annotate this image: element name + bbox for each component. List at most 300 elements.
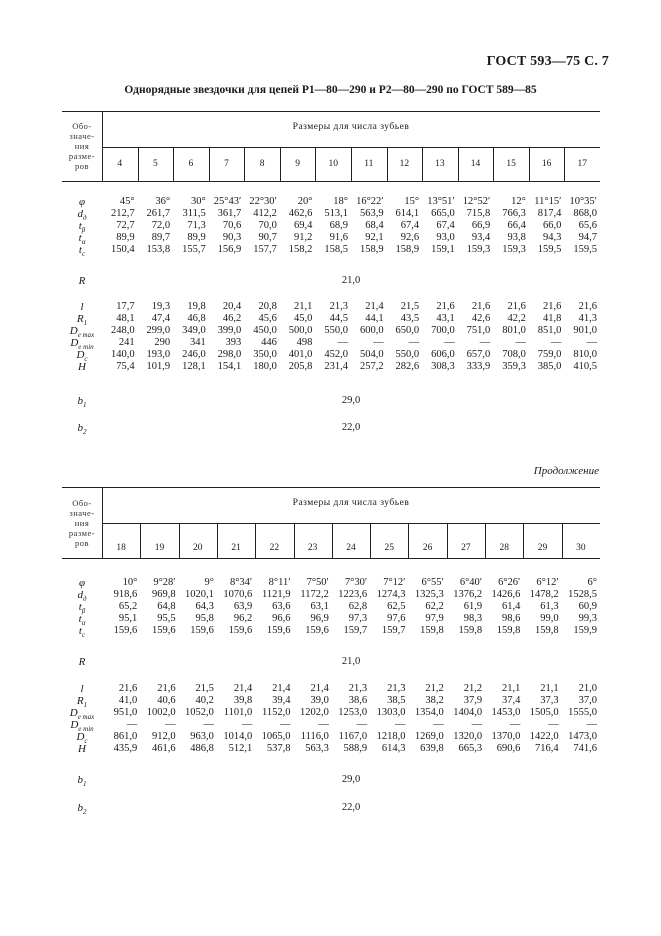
b1-row-value: 29,0 — [341, 774, 361, 785]
table-cell: 42,2 — [507, 313, 526, 324]
b1-row-value: 29,0 — [341, 395, 361, 406]
table-cell: 159,5 — [573, 244, 597, 255]
table-cell: 37,4 — [501, 695, 521, 706]
table-cell: 1473,0 — [568, 731, 597, 742]
table-cell: 41,8 — [543, 313, 562, 324]
row-label: $t_\beta$ — [78, 601, 86, 616]
table-cell: 159,3 — [466, 244, 491, 255]
table-cell: 1223,6 — [338, 589, 368, 600]
table-cell: 21,2 — [425, 683, 444, 694]
designation-header-line: значе- — [69, 508, 95, 518]
table-cell: 75,4 — [116, 361, 135, 372]
table-cell: 10° — [122, 577, 138, 588]
table-cell: 13°51′ — [427, 196, 455, 207]
table-cell: 95,1 — [118, 613, 138, 624]
row-label: φ — [78, 577, 86, 589]
table-cell: 94,3 — [543, 232, 562, 243]
table-cell: 95,8 — [195, 613, 214, 624]
table-cell: 63,1 — [310, 601, 329, 612]
table-cell: 159,8 — [496, 625, 521, 636]
table-cell: 92,1 — [365, 232, 384, 243]
row-label: $t_c$ — [78, 625, 86, 640]
row-label: $D_c$ — [76, 349, 88, 364]
designation-header-line: разме- — [68, 151, 96, 161]
designation-header-line: ния — [74, 141, 90, 151]
table-cell: 21,3 — [387, 683, 406, 694]
table-cell: 1422,0 — [529, 731, 559, 742]
table-cell: 912,0 — [151, 731, 176, 742]
table-cell: 155,7 — [182, 244, 206, 255]
teeth-count-header: 17 — [577, 159, 587, 169]
table-cell: 393 — [225, 337, 242, 348]
row-label: l — [80, 683, 84, 695]
table-cell: 66,9 — [471, 220, 491, 231]
teeth-count-header: 7 — [224, 159, 229, 169]
table-cell: 261,7 — [146, 208, 171, 219]
table-cell: 92,6 — [400, 232, 420, 243]
table-cell: — — [444, 337, 455, 348]
teeth-count-header: 4 — [117, 159, 123, 169]
table-cell: 97,6 — [387, 613, 406, 624]
table-cell: 341 — [189, 337, 206, 348]
table-cell: — — [586, 337, 597, 348]
table-cell: 21,3 — [329, 301, 348, 312]
table-cell: 311,5 — [182, 208, 206, 219]
teeth-count-header: 25 — [384, 543, 395, 553]
table-cell: 39,0 — [310, 695, 329, 706]
table-cell: 90,7 — [258, 232, 277, 243]
table-cell: 412,2 — [253, 208, 277, 219]
table-cell: 918,6 — [113, 589, 138, 600]
table-cell: 308,3 — [431, 361, 455, 372]
table-cell: 817,4 — [537, 208, 562, 219]
table-cell: 36° — [155, 196, 171, 207]
table-cell: 69,4 — [294, 220, 313, 231]
table-cell: 158,2 — [288, 244, 313, 255]
table-cell: 1528,5 — [568, 589, 597, 600]
table-cell: 1172,2 — [300, 589, 329, 600]
table-cell: 94,7 — [578, 232, 597, 243]
table-cell: — — [471, 719, 483, 730]
table-cell: 8°34′ — [229, 577, 253, 588]
table-cell: 6° — [587, 577, 597, 588]
table-cell: 1065,0 — [261, 731, 291, 742]
table-cell: 40,2 — [195, 695, 214, 706]
table-cell: 21,4 — [233, 683, 253, 694]
row-label: $t_\beta$ — [78, 220, 86, 235]
table-cell: 159,6 — [190, 625, 214, 636]
table-cell: 20° — [297, 196, 313, 207]
teeth-count-header: 5 — [152, 159, 158, 169]
table-cell: 68,4 — [365, 220, 384, 231]
table-cell: 504,0 — [359, 349, 384, 360]
row-label: l — [80, 301, 84, 313]
table-cell: 1320,0 — [453, 731, 483, 742]
designation-header-line: ния — [74, 518, 90, 528]
table-cell: 6°40′ — [459, 577, 483, 588]
table-cell: 159,6 — [266, 625, 291, 636]
table-cell: 951,0 — [113, 707, 138, 718]
table-cell: 1116,0 — [300, 731, 329, 742]
table-cell: 6°26′ — [498, 577, 521, 588]
table-cell: — — [509, 719, 521, 730]
table-cell: 751,0 — [466, 325, 491, 336]
R-row-label: R — [78, 656, 86, 668]
table-cell: 550,0 — [324, 325, 348, 336]
table-cell: 9°28′ — [153, 577, 176, 588]
table-cell: 96,9 — [310, 613, 329, 624]
table-cell: 6°55′ — [421, 577, 444, 588]
table-cell: 64,3 — [195, 601, 214, 612]
table-cell: 8°11′ — [268, 577, 291, 588]
table-cell: — — [126, 719, 138, 730]
table-cell: 39,8 — [233, 695, 253, 706]
table-cell: 62,5 — [387, 601, 406, 612]
table-cell: 89,9 — [116, 232, 135, 243]
teeth-count-header: 29 — [537, 543, 548, 553]
teeth-count-header: 11 — [364, 159, 374, 169]
table-cell: 563,3 — [305, 743, 329, 754]
table-cell: 1426,6 — [491, 589, 521, 600]
table-cell: 1404,0 — [453, 707, 483, 718]
table-cell: 1354,0 — [414, 707, 444, 718]
table-cell: 46,2 — [222, 313, 242, 324]
table-cell: 89,9 — [187, 232, 206, 243]
table-cell: 257,2 — [359, 361, 384, 372]
table-cell: 401,0 — [288, 349, 313, 360]
table-cell: 157,7 — [253, 244, 277, 255]
table-cell: 40,6 — [157, 695, 176, 706]
table-cell: 20,8 — [258, 301, 277, 312]
table-cell: 159,5 — [537, 244, 562, 255]
table-cell: 452,0 — [324, 349, 348, 360]
table-cell: 19,8 — [187, 301, 206, 312]
table-cell: — — [241, 719, 253, 730]
table-cell: 154,1 — [217, 361, 242, 372]
table-cell: 639,8 — [420, 743, 444, 754]
table-cell: 868,0 — [573, 208, 597, 219]
table-cell: 665,0 — [431, 208, 455, 219]
table-cell: 1121,9 — [262, 589, 291, 600]
table-cell: 1453,0 — [491, 707, 521, 718]
table-cell: 588,9 — [343, 743, 368, 754]
table-cell: 159,8 — [535, 625, 559, 636]
table-cell: 41,0 — [118, 695, 138, 706]
table-cell: 93,4 — [471, 232, 491, 243]
table-cell: 759,0 — [537, 349, 562, 360]
table-cell: 15° — [404, 196, 420, 207]
table-cell: 901,0 — [573, 325, 597, 336]
table-cell: — — [356, 719, 368, 730]
teeth-count-header: 27 — [461, 543, 471, 553]
row-label: φ — [78, 196, 86, 208]
table-cell: 486,8 — [190, 743, 214, 754]
table-cell: 21,6 — [118, 683, 138, 694]
table-cell: 657,0 — [466, 349, 491, 360]
b2-row-value: 22,0 — [341, 802, 361, 813]
row-label: H — [78, 743, 86, 755]
row-label: $t_\alpha$ — [78, 613, 86, 628]
table-cell: 30° — [191, 196, 206, 207]
table-cell: 43,5 — [400, 313, 420, 324]
table-cell: 16°22′ — [356, 196, 384, 207]
designation-header-line: Обо- — [72, 498, 92, 508]
table-cell: 22°30′ — [249, 196, 277, 207]
row-label: $t_c$ — [78, 244, 86, 259]
table-cell: 1020,1 — [185, 589, 214, 600]
table-cell: 42,6 — [471, 313, 491, 324]
table-cell: 17,7 — [116, 301, 135, 312]
table-cell: 1052,0 — [185, 707, 214, 718]
table-cell: 21,5 — [400, 301, 420, 312]
table-cell: 349,0 — [182, 325, 206, 336]
table-cell: 1555,0 — [568, 707, 597, 718]
table-cell: 1269,0 — [414, 731, 444, 742]
table-cell: 708,0 — [502, 349, 526, 360]
table-cell: 21,4 — [310, 683, 329, 694]
table-cell: 38,5 — [387, 695, 406, 706]
teeth-count-header: 15 — [506, 159, 516, 169]
table-cell: 650,0 — [395, 325, 420, 336]
table-cell: 563,9 — [359, 208, 384, 219]
teeth-count-header: 24 — [346, 543, 356, 553]
table-cell: 11°15′ — [534, 196, 562, 207]
table-cell: — — [433, 719, 444, 730]
table-cell: 62,2 — [425, 601, 444, 612]
table-cell: 1202,0 — [299, 707, 329, 718]
table-cell: 7°30′ — [344, 577, 368, 588]
table-cell: 67,4 — [436, 220, 455, 231]
table-cell: — — [203, 719, 214, 730]
table-cell: 98,6 — [501, 613, 521, 624]
table-cell: 21,4 — [365, 301, 384, 312]
table-cell: 1505,0 — [529, 707, 559, 718]
teeth-count-header: 20 — [193, 543, 203, 553]
table-cell: 18° — [333, 196, 348, 207]
table-cell: 801,0 — [502, 325, 526, 336]
table-cell: 61,9 — [463, 601, 483, 612]
table-cell: 150,4 — [110, 244, 135, 255]
row-label: $R_1$ — [76, 313, 88, 328]
table-cell: 1218,0 — [376, 731, 406, 742]
table-cell: 282,6 — [395, 361, 420, 372]
table-cell: 65,2 — [118, 601, 138, 612]
page-header: ГОСТ 593—75 С. 7 — [486, 54, 609, 69]
table-cell: — — [394, 719, 406, 730]
table-cell: 19,3 — [151, 301, 171, 312]
teeth-count-header: 9 — [295, 159, 300, 169]
table-cell: 21,1 — [501, 683, 521, 694]
teeth-count-header: 8 — [259, 159, 265, 169]
table-cell: 359,3 — [502, 361, 526, 372]
teeth-count-header: 14 — [470, 159, 481, 169]
teeth-count-header: 10 — [328, 159, 338, 169]
table-cell: 21,6 — [157, 683, 176, 694]
table-cell: 361,7 — [217, 208, 242, 219]
table-cell: 21,1 — [294, 301, 313, 312]
continuation-label: Продолжение — [533, 465, 599, 477]
table-cell: 963,0 — [190, 731, 214, 742]
sprocket-table-2 — [62, 487, 600, 817]
table-cell: 716,4 — [535, 743, 559, 754]
table-cell: 606,0 — [431, 349, 455, 360]
row-label: $d_д$ — [77, 589, 87, 604]
table-cell: 21,3 — [348, 683, 368, 694]
table-cell: 498 — [296, 337, 313, 348]
table-cell: 63,9 — [233, 601, 253, 612]
table-cell: 1070,6 — [223, 589, 253, 600]
table-cell: 71,3 — [187, 220, 206, 231]
table-cell: 68,9 — [329, 220, 348, 231]
table-cell: 248,0 — [110, 325, 135, 336]
table-cell: 614,3 — [381, 743, 406, 754]
table-cell: 158,9 — [359, 244, 384, 255]
table-cell: 159,6 — [305, 625, 329, 636]
table-cell: 7°50′ — [306, 577, 329, 588]
row-label: $d_д$ — [77, 208, 87, 223]
table-cell: 140,0 — [110, 349, 135, 360]
table-cell: 21,6 — [471, 301, 491, 312]
table-cell: 101,9 — [146, 361, 171, 372]
b1-row-label: $b_1$ — [77, 774, 87, 789]
designation-header-line: разме- — [68, 528, 96, 538]
table-cell: 65,6 — [578, 220, 597, 231]
table-cell: 9° — [204, 577, 214, 588]
table-cell: 969,8 — [151, 589, 176, 600]
table-cell: 810,0 — [573, 349, 597, 360]
row-label: $D_{e min}$ — [70, 719, 94, 734]
table-cell: 72,0 — [151, 220, 171, 231]
table-cell: 41,3 — [578, 313, 597, 324]
table-cell: 1370,0 — [491, 731, 521, 742]
table-cell: 21,1 — [540, 683, 559, 694]
table-cell: 66,0 — [543, 220, 562, 231]
table-cell: 212,7 — [110, 208, 135, 219]
table-cell: 37,9 — [463, 695, 483, 706]
table-cell: 97,9 — [425, 613, 444, 624]
table-cell: 512,1 — [228, 743, 253, 754]
table-cell: 95,5 — [157, 613, 176, 624]
row-label: $t_\alpha$ — [78, 232, 86, 247]
table-cell: 462,6 — [288, 208, 313, 219]
table-cell: 38,2 — [425, 695, 444, 706]
table-cell: 99,0 — [540, 613, 559, 624]
table-cell: 385,0 — [537, 361, 562, 372]
table-cell: 159,6 — [228, 625, 253, 636]
table-cell: 298,0 — [217, 349, 242, 360]
table-cell: 45,6 — [258, 313, 277, 324]
table-cell: 45,0 — [294, 313, 313, 324]
table-cell: 246,0 — [182, 349, 206, 360]
table-cell: 64,8 — [157, 601, 176, 612]
table-cell: 43,1 — [436, 313, 455, 324]
table-cell: 153,8 — [146, 244, 171, 255]
R-row-value: 21,0 — [341, 656, 361, 667]
b2-row-label: $b_2$ — [77, 802, 87, 817]
table-cell: — — [550, 337, 562, 348]
b2-row-label: $b_2$ — [77, 422, 87, 437]
table-cell: 93,8 — [507, 232, 526, 243]
table-cell: 48,1 — [116, 313, 135, 324]
table-top-rule — [62, 487, 600, 488]
row-label: $D_{e min}$ — [70, 337, 94, 352]
table-top-rule — [62, 111, 600, 112]
table-cell: 6°12′ — [536, 577, 559, 588]
table-cell: — — [408, 337, 420, 348]
table-cell: 159,7 — [343, 625, 368, 636]
table-cell: 159,9 — [573, 625, 597, 636]
table-cell: 61,3 — [540, 601, 559, 612]
table-cell: — — [586, 719, 597, 730]
table-cell: 46,8 — [187, 313, 206, 324]
table-cell: 550,0 — [395, 349, 420, 360]
table-cell: — — [515, 337, 526, 348]
table-cell: 93,0 — [436, 232, 455, 243]
teeth-count-header: 12 — [399, 159, 410, 169]
table-cell: 193,0 — [146, 349, 171, 360]
table-cell: 25°43′ — [213, 196, 242, 207]
table-cell: 21,6 — [436, 301, 455, 312]
table-cell: 45° — [119, 196, 135, 207]
table-cell: 741,6 — [573, 743, 597, 754]
table-cell: 98,3 — [463, 613, 483, 624]
table-cell: 10°35′ — [569, 196, 597, 207]
row-label: $R_1$ — [76, 695, 88, 710]
table-cell: 333,9 — [466, 361, 491, 372]
designation-header-line: Обо- — [72, 121, 92, 131]
table-cell: 70,6 — [222, 220, 242, 231]
table-cell: — — [373, 337, 384, 348]
designation-header-line: ров — [74, 538, 89, 548]
header-bottom-rule — [62, 558, 600, 559]
table-cell: 665,3 — [458, 743, 483, 754]
table-cell: — — [337, 337, 348, 348]
table-cell: 63,6 — [272, 601, 291, 612]
table-cell: 158,9 — [395, 244, 420, 255]
table-cell: 21,6 — [578, 301, 597, 312]
b1-row-label: $b_1$ — [77, 395, 87, 410]
designation-header-line: ров — [74, 161, 89, 171]
table-cell: 21,6 — [543, 301, 562, 312]
table-cell: 537,8 — [266, 743, 291, 754]
table-cell: 39,4 — [272, 695, 291, 706]
table-cell: 128,1 — [182, 361, 206, 372]
table-cell: 20,4 — [222, 301, 242, 312]
teeth-count-header: 30 — [576, 543, 586, 553]
header-bottom-rule — [62, 181, 600, 182]
teeth-count-header: 6 — [188, 159, 194, 169]
table-cell: 12° — [511, 196, 526, 207]
table-cell: 1002,0 — [146, 707, 176, 718]
table-cell: 70,0 — [258, 220, 277, 231]
b2-row-value: 22,0 — [341, 422, 361, 433]
table-cell: 12°52′ — [462, 196, 491, 207]
table-cell: 766,3 — [502, 208, 526, 219]
table-cell: 159,8 — [458, 625, 483, 636]
table-cell: 1478,2 — [529, 589, 559, 600]
teeth-count-header: 26 — [422, 543, 433, 553]
table-cell: 690,6 — [496, 743, 521, 754]
table-cell: 614,1 — [395, 208, 420, 219]
table-title: Однорядные звездочки для цепей Р1—80—290 и Р2—80—290 по ГОСТ 589—85 — [124, 84, 537, 96]
table-cell: 38,6 — [348, 695, 368, 706]
teeth-count-header: 22 — [269, 543, 280, 553]
teeth-count-header: 21 — [231, 543, 241, 553]
table-cell: — — [548, 719, 559, 730]
sizes-caption: Размеры для числа зубьев — [292, 498, 410, 508]
table-cell: 1325,3 — [414, 589, 444, 600]
table-cell: 299,0 — [146, 325, 171, 336]
